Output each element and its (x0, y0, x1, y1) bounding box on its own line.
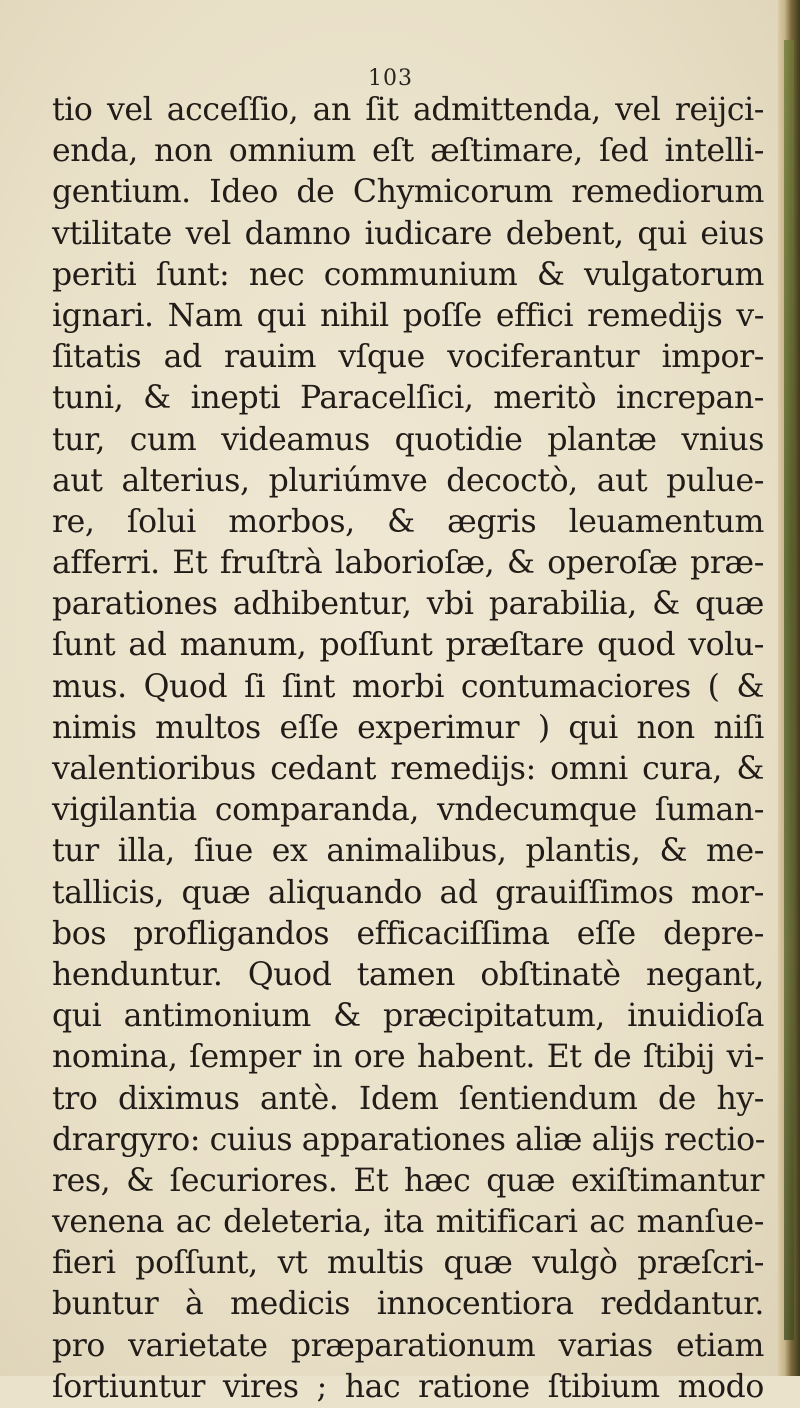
text-line: ignari. Nam qui nihil poſſe effici remedijs v- (52, 297, 764, 334)
text-line: vtilitate vel damno iudicare debent, qui eius (52, 215, 764, 252)
text-line: re, ſolui morbos, & ægris leuamentum (52, 503, 764, 540)
text-line: ſortiuntur vires ; hac ratione ſtibium modo (52, 1368, 764, 1405)
text-line: nomina, ſemper in ore habent. Et de ſtibij vi- (52, 1039, 764, 1076)
text-line: pro varietate præparationum varias etiam (52, 1327, 764, 1364)
text-line: ſunt ad manum, poſſunt præſtare quod volu- (52, 627, 764, 664)
text-line: bos profligandos efficaciſſima eſſe depre- (52, 915, 764, 952)
text-line: enda, non omnium eſt æſtimare, ſed intelli- (52, 133, 764, 170)
text-line: mus. Quod ſi ſint morbi contumaciores ( & (52, 668, 764, 705)
text-line: henduntur. Quod tamen obſtinatè negant, (52, 956, 764, 993)
page-edge (778, 0, 800, 1376)
text-line: nimis multos eſſe experimur ) qui non niſi (52, 709, 764, 746)
page-number: 103 (368, 66, 413, 91)
text-line: drargyro: cuius apparationes aliæ alijs rectio- (52, 1121, 765, 1158)
text-line: parationes adhibentur, vbi parabilia, & quæ (52, 586, 764, 623)
text-line: tallicis, quæ aliquando ad grauiſſimos mor- (52, 874, 764, 911)
text-line: tuni, & inepti Paracelſici, meritò increpan- (52, 380, 764, 417)
text-line: valentioribus cedant remedijs: omni cura, & (52, 751, 764, 787)
text-line: buntur à medicis innocentiora reddantur. (52, 1286, 764, 1323)
text-line: periti ſunt: nec communium & vulgatorum (52, 256, 764, 293)
text-line: aut alterius, pluriúmve decoctò, aut pulue- (52, 462, 764, 499)
text-line: tio vel acceſſio, an ſit admittenda, vel reijci- (52, 92, 764, 128)
text-line: ſitatis ad rauim vſque vociferantur impor- (52, 339, 764, 376)
text-line: venena ac deleteria, ita mitificari ac manſue- (52, 1204, 764, 1241)
text-line: fieri poſſunt, vt multis quæ vulgò præſcri- (52, 1245, 764, 1282)
text-line: tro diximus antè. Idem ſentiendum de hy- (52, 1080, 764, 1117)
text-line: vigilantia comparanda, vndecumque ſuman- (52, 792, 764, 829)
text-line: qui antimonium & præcipitatum, inuidioſa (52, 998, 764, 1035)
text-line: res, & ſecuriores. Et hæc quæ exiſtimantur (52, 1162, 764, 1199)
edge-stain (784, 40, 794, 1340)
text-line: tur, cum videamus quotidie plantæ vnius (52, 421, 764, 458)
body-text (52, 90, 764, 1408)
text-line: afferri. Et fruſtrà laborioſæ, & operoſæ præ- (52, 545, 764, 582)
text-line: gentium. Ideo de Chymicorum remediorum (52, 174, 764, 211)
text-line: tur illa, ſiue ex animalibus, plantis, & me- (52, 833, 764, 870)
